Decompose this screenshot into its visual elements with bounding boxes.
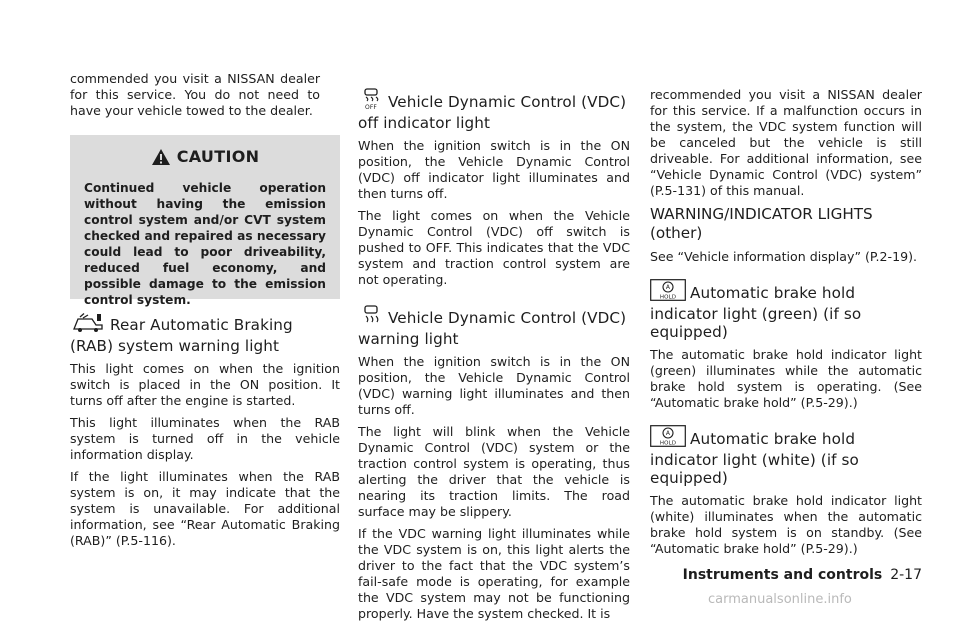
rab-paragraph-3: If the light illuminates when the RAB system is on, it may indicate that the system is unavailable. For additional information, see “Rear Automatic Braking (RAB)” (P.5-116). [70,469,340,548]
column-right [650,87,922,563]
caution-header [84,147,326,166]
vdc-off-heading [358,88,630,132]
rab-section [70,313,340,555]
rab-paragraph-2: This light illuminates when the RAB system is turned off in the vehicle information display. [70,415,340,462]
column-middle [358,88,630,628]
abh-green-paragraph: The automatic brake hold indicator light (green) illuminates while the automatic brake hold system is operating. (See “Automatic brake hold” (P.5-29).) [650,347,922,410]
caution-text: Continued vehicle operation without having the emission control system and/or CVT system checked and repaired as necessary could lead to poor driveability, reduced fuel economy, and possible damage to the emission control system. [84,181,326,307]
caution-box [70,135,340,307]
abh-white-heading [650,425,922,487]
rab-heading [70,313,340,355]
svg-text:A: A [665,284,671,291]
rab-paragraph-1: This light comes on when the ignition switch is placed in the ON position. It turns off after the engine is started. [70,361,340,408]
abh-white-title: Automatic brake hold indicator light (white) (if so equipped) [650,430,859,487]
warning-triangle-icon [151,148,171,166]
abh-white-paragraph: The automatic brake hold indicator light (white) illuminates when the automatic brake hold system is on standby. (See “Automatic brake hold” (P.5-29).) [650,493,922,556]
vdc-off-paragraph-2: The light comes on when the Vehicle Dynamic Control (VDC) off switch is pushed to OFF. This indicates that the VDC system and traction control system are not operating. [358,208,630,287]
vdc-warning-heading [358,304,630,348]
page-footer [683,567,922,583]
watermark: carmanualsonline.info [708,592,852,607]
footer-section-title: Instruments and controls [682,567,883,583]
brake-hold-icon [650,425,686,451]
vdc-warning-title: Vehicle Dynamic Control (VDC) warning light [358,309,627,348]
vdc-warning-paragraph-1: When the ignition switch is in the ON position, the Vehicle Dynamic Control (VDC) warning light illuminates and then turns off. [358,354,630,417]
brake-hold-icon [650,279,686,305]
other-lights-heading: WARNING/INDICATOR LIGHTS (other) [650,205,873,242]
brake-hold-icon-label: HOLD [659,440,677,447]
rab-title: Rear Automatic Braking (RAB) system warning light [70,316,293,355]
svg-text:OFF: OFF [365,104,377,110]
vdc-off-title: Vehicle Dynamic Control (VDC) off indicator light [358,93,627,132]
vdc-continued-paragraph: recommended you visit a NISSAN dealer for this service. If a malfunction occurs in the system, the VDC system function will be canceled but the vehicle is still driveable. For additional information, see “Vehicle Dynamic Control (VDC) system” (P.5-131) of this manual. [650,87,922,198]
vdc-off-icon [358,88,384,114]
rab-warning-icon [70,313,106,337]
vdc-warning-paragraph-3: If the VDC warning light illuminates while the VDC system is on, this light alerts the driver to the fact that the VDC system’s fail-safe mode is operating, for example the VDC system may not be functioning properly. Have the system checked. It is [358,526,630,621]
other-lights-paragraph: See “Vehicle information display” (P.2-19). [650,249,918,264]
page-number: 2-17 [890,567,922,583]
svg-text:A: A [665,430,671,437]
vdc-warning-icon [358,304,384,330]
vdc-warning-paragraph-2: The light will blink when the Vehicle Dynamic Control (VDC) system or the traction control system is operating, thus alerting the driver that the vehicle is nearing its traction limits. The road surface may be slippery. [358,424,630,519]
caution-title: CAUTION [176,147,260,166]
vdc-off-paragraph-1: When the ignition switch is in the ON position, the Vehicle Dynamic Control (VDC) off indicator light illuminates and then turns off. [358,138,630,201]
abh-green-title: Automatic brake hold indicator light (green) (if so equipped) [650,284,862,341]
brake-hold-icon-label: HOLD [659,294,677,301]
intro-paragraph: commended you visit a NISSAN dealer for this service. You do not need to have your vehicle towed to the dealer. [70,71,320,118]
abh-green-heading [650,279,922,341]
